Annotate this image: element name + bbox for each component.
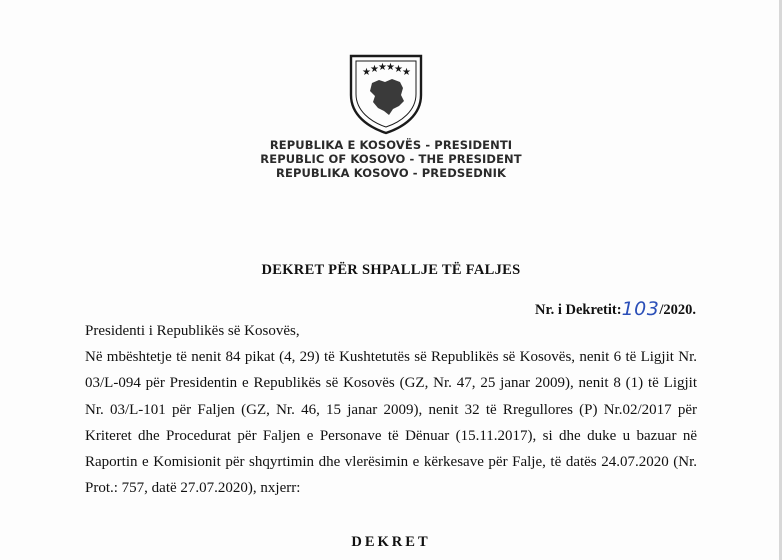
decree-number [535, 298, 696, 320]
header-line-serbian: REPUBLIKA KOSOVO - PREDSEDNIK [276, 166, 506, 180]
svg-text:★: ★ [394, 64, 403, 75]
svg-text:★: ★ [370, 64, 379, 75]
document-body [85, 318, 697, 501]
document-title: DEKRET PËR SHPALLJE TË FALJES [261, 262, 521, 278]
svg-text:★: ★ [386, 62, 395, 73]
svg-text:★: ★ [362, 67, 371, 78]
decree-number-handwritten: 103 [621, 298, 660, 320]
kosovo-coat-of-arms-icon [348, 53, 424, 135]
decree-heading: DEKRET [351, 534, 431, 550]
decree-number-label: Nr. i Dekretit: [535, 302, 622, 318]
issuer-header [0, 138, 782, 180]
decree-number-year: /2020. [659, 302, 696, 318]
svg-text:★: ★ [402, 67, 411, 78]
header-line-english: REPUBLIC OF KOSOVO - THE PRESIDENT [260, 152, 522, 166]
svg-text:★: ★ [378, 62, 387, 73]
legal-basis-paragraph: Në mbështetje të nenit 84 pikat (4, 29) të Kushtetutës së Republikës së Kosovës, nenit 6 të Ligjit Nr. 03/L-094 për Presidentin e Republikës së Kosovës (GZ, Nr. 47, 25 janar 2009), nenit 8 (1) të Ligjit Nr. 03/L-101 për Faljen (GZ, Nr. 46, 15 janar 2009), nenit 32 të Rregullores (P) Nr.02/2017 për Kriteret dhe Procedurat për Faljen e Personave të Dënuar (15.11.2017), si dhe duke u bazuar në Raportin e Komisionit për shqyrtimin dhe vlerësimin e kërkesave për Falje, të datës 24.07.2020 (Nr. Prot.: 757, datë 27.07.2020), nxjerr: [85, 349, 697, 497]
intro-line: Presidenti i Republikës së Kosovës, [85, 323, 300, 339]
header-line-albanian: REPUBLIKA E KOSOVËS - PRESIDENTI [269, 138, 513, 152]
